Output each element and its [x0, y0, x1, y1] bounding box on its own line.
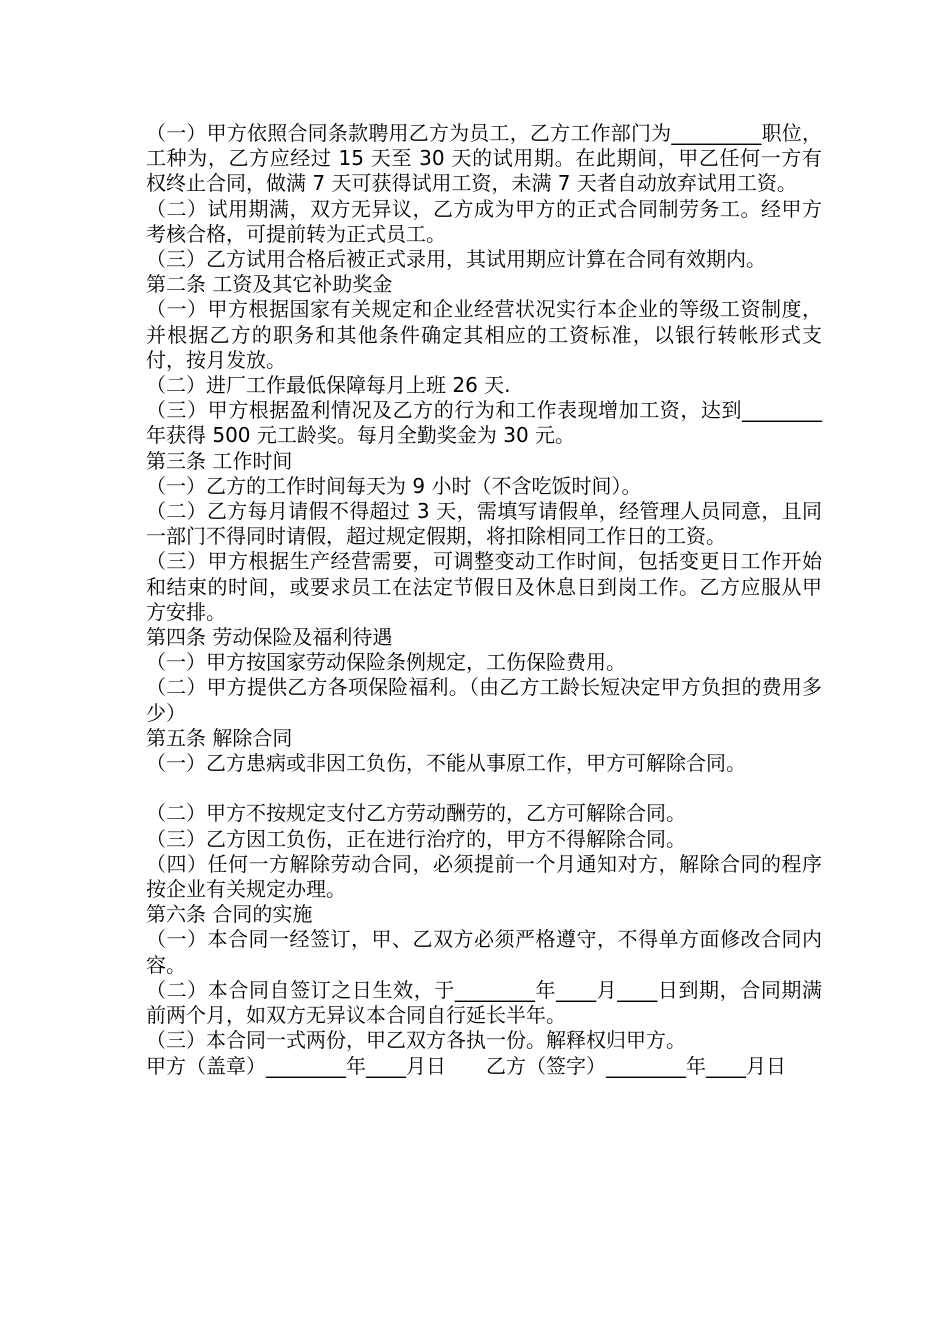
clause-2-3: （三）甲方根据盈利情况及乙方的行为和工作表现增加工资，达到________年获得 500 元工龄奖。每月全勤奖金为 30 元。 — [146, 398, 822, 448]
clause-6-2: （二）本合同自签订之日生效，于________年____月____日到期，合同期满前两个月，如双方无异议本合同自行延长半年。 — [146, 977, 822, 1028]
clause-3-3: （三）甲方根据生产经营需要，可调整变动工作时间，包括变更日工作开始和结束的时间，或要求员工在法定节假日及休息日到岗工作。乙方应服从甲方安排。 — [146, 549, 822, 624]
blank-line — [146, 776, 822, 801]
document-body — [146, 121, 822, 1079]
clause-1-2: （二）试用期满，双方无异议，乙方成为甲方的正式合同制劳务工。经甲方考核合格，可提前转为正式员工。 — [146, 196, 822, 246]
clause-4-1: （一）甲方按国家劳动保险条例规定，工伤保险费用。 — [146, 650, 626, 675]
article-2-heading: 第二条 工资及其它补助奖金 — [146, 272, 393, 297]
clause-3-2: （二）乙方每月请假不得超过 3 天，需填写请假单，经管理人员同意，且同一部门不得同时请假，超过规定假期，将扣除相同工作日的工资。 — [146, 499, 822, 549]
clause-3-1: （一）乙方的工作时间每天为 9 小时（不含吃饭时间）。 — [146, 473, 642, 498]
clause-1-3: （三）乙方试用合格后被正式录用，其试用期应计算在合同有效期内。 — [146, 247, 766, 272]
clause-5-4: （四）任何一方解除劳动合同，必须提前一个月通知对方，解除合同的程序按企业有关规定办理。 — [146, 851, 822, 902]
clause-5-2: （二）甲方不按规定支付乙方劳动酬劳的，乙方可解除合同。 — [146, 801, 686, 826]
clause-6-1: （一）本合同一经签订，甲、乙双方必须严格遵守，不得单方面修改合同内容。 — [146, 927, 822, 977]
clause-6-3: （三）本合同一式两份，甲乙双方各执一份。解释权归甲方。 — [146, 1028, 686, 1053]
article-5-heading: 第五条 解除合同 — [146, 725, 293, 750]
clause-5-3: （三）乙方因工负伤，正在进行治疗的，甲方不得解除合同。 — [146, 826, 686, 851]
article-6-heading: 第六条 合同的实施 — [146, 902, 313, 927]
clause-1-1: （一）甲方依照合同条款聘用乙方为员工，乙方工作部门为_________职位，工种为，乙方应经过 15 天至 30 天的试用期。在此期间，甲乙任何一方有权终止合同，做满 7 天可获得试用工资，未满 7 天者自动放弃试用工资。 — [146, 121, 822, 196]
article-4-heading: 第四条 劳动保险及福利待遇 — [146, 625, 393, 650]
clause-2-2: （二）进厂工作最低保障每月上班 26 天. — [146, 373, 511, 398]
clause-4-2: （二）甲方提供乙方各项保险福利。（由乙方工龄长短决定甲方负担的费用多少） — [146, 675, 822, 725]
article-3-heading: 第三条 工作时间 — [146, 448, 293, 473]
signature-line: 甲方（盖章）________年____月日 乙方（签字）________年____月日 — [146, 1053, 786, 1078]
clause-5-1: （一）乙方患病或非因工负伤，不能从事原工作，甲方可解除合同。 — [146, 751, 746, 776]
clause-2-1: （一）甲方根据国家有关规定和企业经营状况实行本企业的等级工资制度，并根据乙方的职务和其他条件确定其相应的工资标准，以银行转帐形式支付，按月发放。 — [146, 297, 822, 372]
